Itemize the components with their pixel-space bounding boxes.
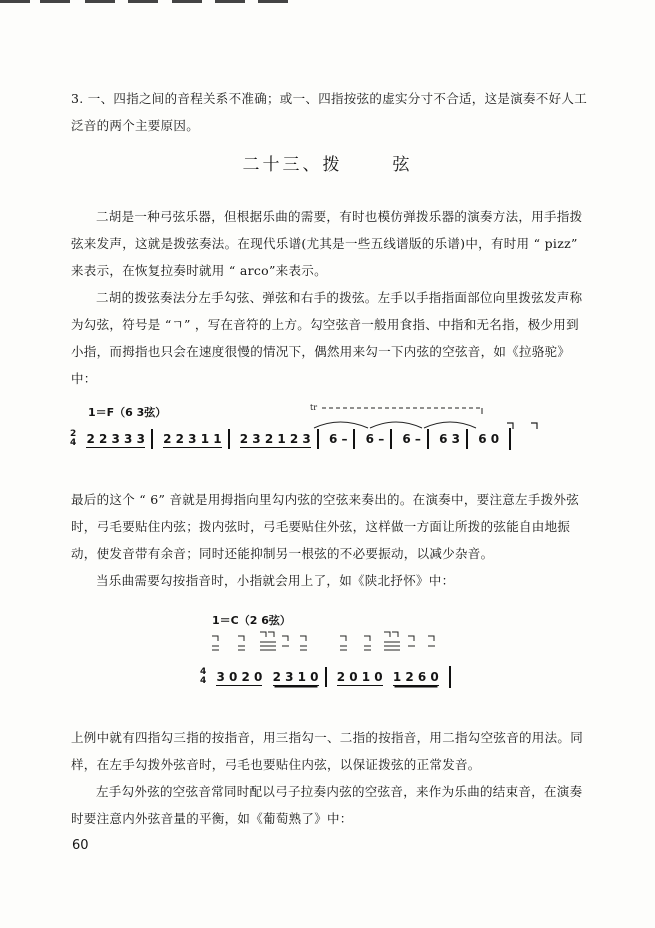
score1-measure: 2 2 3 3 3 bbox=[86, 431, 145, 446]
top-rule bbox=[0, 0, 30, 3]
svg-text:tr: tr bbox=[310, 403, 318, 412]
score1-measure: 6 0 bbox=[478, 431, 500, 446]
score1-measure: 2 2 3 1 1 bbox=[163, 431, 222, 446]
paragraph-3: 最后的这个 “ 6” 音就是用拇指向里勾内弦的空弦来奏出的。在演奏中，要注意左手拨外弦时，弓毛要贴住内弦；拨内弦时，弓毛要贴住外弦，这样做一方面让所拨的弦能自由地振动，使发音带有余音；同时还能抑制另一根弦的不必要振动，以减少杂音。 bbox=[71, 492, 580, 561]
score1-measure: 6 – bbox=[328, 431, 348, 446]
heading-right: 弦 bbox=[392, 155, 413, 175]
heading-left: 二十三、拨 bbox=[242, 155, 343, 175]
top-rule bbox=[215, 0, 245, 3]
paragraph-1: 二胡是一种弓弦乐器，但根据乐曲的需要，有时也模仿弹拨乐器的演奏方法，用手指拨弦来发声，这就是拨弦奏法。在现代乐谱(尤其是一些五线谱版的乐谱)中，有时用 “ pizz” 来表示，在恢复拉奏时就用 “ arco”来表示。 bbox=[71, 209, 583, 278]
top-rule bbox=[85, 0, 115, 3]
top-rule bbox=[258, 0, 288, 3]
top-rule bbox=[40, 0, 70, 3]
paragraph-2: 二胡的拨弦奏法分左手勾弦、弹弦和右手的拨弦。左手以手指指面部位向里拨弦发声称为勾弦，符号是 “ㄱ” ，写在音符的上方。勾空弦音一般用食指、中指和无名指，极少用到小指，而拇指也只会在速度很慢的情况下，偶然用来勾一下内弦的空弦音，如《拉骆驼》中： bbox=[71, 290, 583, 386]
paragraph-6: 左手勾外弦的空弦音常同时配以弓子拉奏内弦的空弦音，来作为乐曲的结束音，在演奏时要注意内外弦音量的平衡，如《葡萄熟了》中： bbox=[71, 784, 583, 826]
intro-paragraph: 3. 一、四指之间的音程关系不准确；或一、四指按弦的虚实分寸不合适，这是演奏不好人工泛音的两个主要原因。 bbox=[71, 91, 588, 133]
paragraph-4: 当乐曲需要勾按指音时，小指就会用上了，如《陕北抒怀》中： bbox=[96, 573, 455, 588]
score2-fingering-marks bbox=[200, 630, 450, 666]
score2-measure: 1 2 6 0 bbox=[392, 669, 439, 684]
score2-measure: 2 3 1 0 bbox=[272, 669, 319, 684]
score1-notation bbox=[70, 428, 511, 450]
score2-measure: 2 0 1 0 bbox=[336, 669, 383, 684]
score2-time-signature: 4 4 bbox=[200, 667, 207, 686]
score1-time-signature: 2 4 bbox=[70, 429, 77, 448]
paragraph-5: 上例中就有四指勾三指的按指音，用三指勾一、二指的按指音，用二指勾空弦音的用法。同样，在左手勾拨外弦音时，弓毛也要贴住内弦，以保证拨弦的正常发音。 bbox=[71, 730, 584, 772]
score2-measure: 3 0 2 0 bbox=[216, 669, 263, 684]
section-heading bbox=[0, 150, 655, 175]
page-number: 60 bbox=[72, 838, 89, 853]
score1-measure: 6 – bbox=[365, 431, 385, 446]
score2-notation bbox=[200, 666, 451, 688]
score1-measure: 2 3 2 1 2 3 bbox=[239, 431, 311, 446]
top-rule bbox=[172, 0, 202, 3]
score1-measure: 6 3 bbox=[439, 431, 460, 446]
score1-measure: 6 – bbox=[402, 431, 421, 446]
top-rule bbox=[128, 0, 158, 3]
score1-key: 1＝F（6 3弦） bbox=[88, 406, 167, 419]
score2-key: 1＝C（2 6弦） bbox=[212, 614, 291, 627]
